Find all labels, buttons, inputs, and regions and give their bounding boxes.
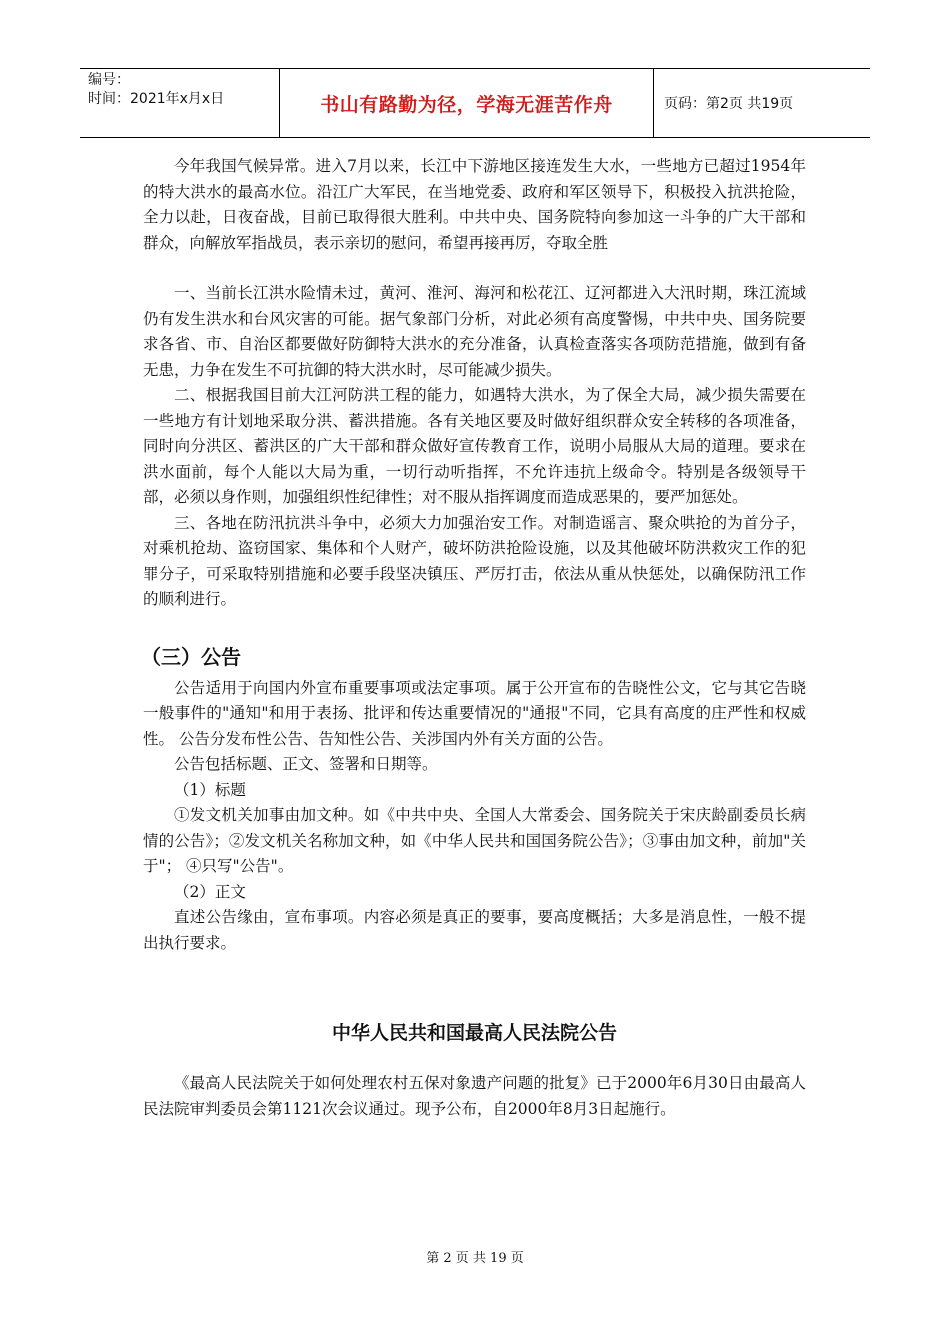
page-footer: 第 2 页 共 19 页 (426, 1251, 524, 1266)
document-body (143, 154, 806, 1122)
point-three-paragraph: 三、各地在防汛抗洪斗争中，必须大力加强治安工作。对制造谣言、聚众哄抢的为首分子，对乘机抢劫、盗窃国家、集体和个人财产，破坏防洪抢险设施，以及其他破坏防洪救灾工作的犯罪分子，可采取特别措施和必要手段坚决镇压、严厉打击，依法从重从快惩处，以确保防汛工作的顺利进行。 (143, 513, 806, 608)
intro-paragraph: 今年我国气候异常。进入7月以来，长江中下游地区接连发生大水，一些地方已超过1954年的特大洪水的最高水位。沿江广大军民，在当地党委、政府和军区领导下，积极投入抗洪抢险，全力以赴，日夜奋战，目前已取得很大胜利。中共中央、国务院特向参加这一斗争的广大干部和群众，向解放军指战员，表示亲切的慰问，希望再接再厉，夺取全胜 (143, 157, 806, 252)
point-two-paragraph: 二、根据我国目前大江河防洪工程的能力，如遇特大洪水，为了保全大局，减少损失需要在一些地方有计划地采取分洪、蓄洪措施。各有关地区要及时做好组织群众安全转移的各项准备，同时向分洪区、蓄洪区的广大干部和群众做好宣传教育工作，说明小局服从大局的道理。要求在洪水面前，每个人能以大局为重，一切行动听指挥，不允许违抗上级命令。特别是各级领导干部，必须以身作则，加强组织性纪律性；对不服从指挥调度而造成恶果的，要严加惩处。 (143, 386, 806, 506)
header-motto: 书山有路勤为径，学海无涯苦作舟 (280, 69, 654, 137)
subheading-body: （2）正文 (174, 882, 246, 901)
header-page-info: 页码：第2页 共19页 (664, 96, 794, 112)
page-header (80, 68, 870, 138)
announce-paragraph-1: 公告适用于向国内外宣布重要事项或法定事项。属于公开宣布的告晓性公文，它与其它告晓一般事件的"通知"和用于表扬、批评和传达重要情况的"通报"不同，它具有高度的庄严性和权威性。 公告分发布性公告、告知性公告、关涉国内外有关方面的公告。 (143, 678, 806, 748)
section-heading: （三）公告 (141, 644, 241, 669)
subheading-body-text: 直述公告缘由，宣布事项。内容必须是真正的要事，要高度概括；大多是消息性，一般不提出执行要求。 (143, 908, 806, 952)
subheading-title: （1）标题 (174, 780, 246, 799)
announce-paragraph-2: 公告包括标题、正文、签署和日期等。 (174, 755, 438, 773)
document-title: 中华人民共和国最高人民法院公告 (331, 1022, 617, 1044)
point-one-paragraph: 一、当前长江洪水险情未过，黄河、淮河、海河和松花江、辽河都进入大汛时期，珠江流域仍有发生洪水和台风灾害的可能。据气象部门分析，对此必须有高度警惕，中共中央、国务院要求各省、市、自治区都要做好防御特大洪水的充分准备，认真检查落实各项防范措施，做到有备无患，力争在发生不可抗御的特大洪水时，尽可能减少损失。 (143, 284, 806, 379)
header-number-label: 编号： (88, 72, 130, 88)
header-meta (80, 69, 280, 137)
document-text: 《最高人民法院关于如何处理农村五保对象遗产问题的批复》已于2000年6月30日由最高人民法院审判委员会第1121次会议通过。现予公布，自2000年8月3日起施行。 (143, 1074, 806, 1118)
header-time-label: 时间：2021年x月x日 (88, 91, 225, 107)
subheading-title-text: ①发文机关加事由加文种。如《中共中央、全国人大常委会、国务院关于宋庆龄副委员长病情的公告》；②发文机关名称加文种，如《中华人民共和国国务院公告》；③事由加文种，前加"关于"； ④只写"公告"。 (143, 806, 806, 875)
